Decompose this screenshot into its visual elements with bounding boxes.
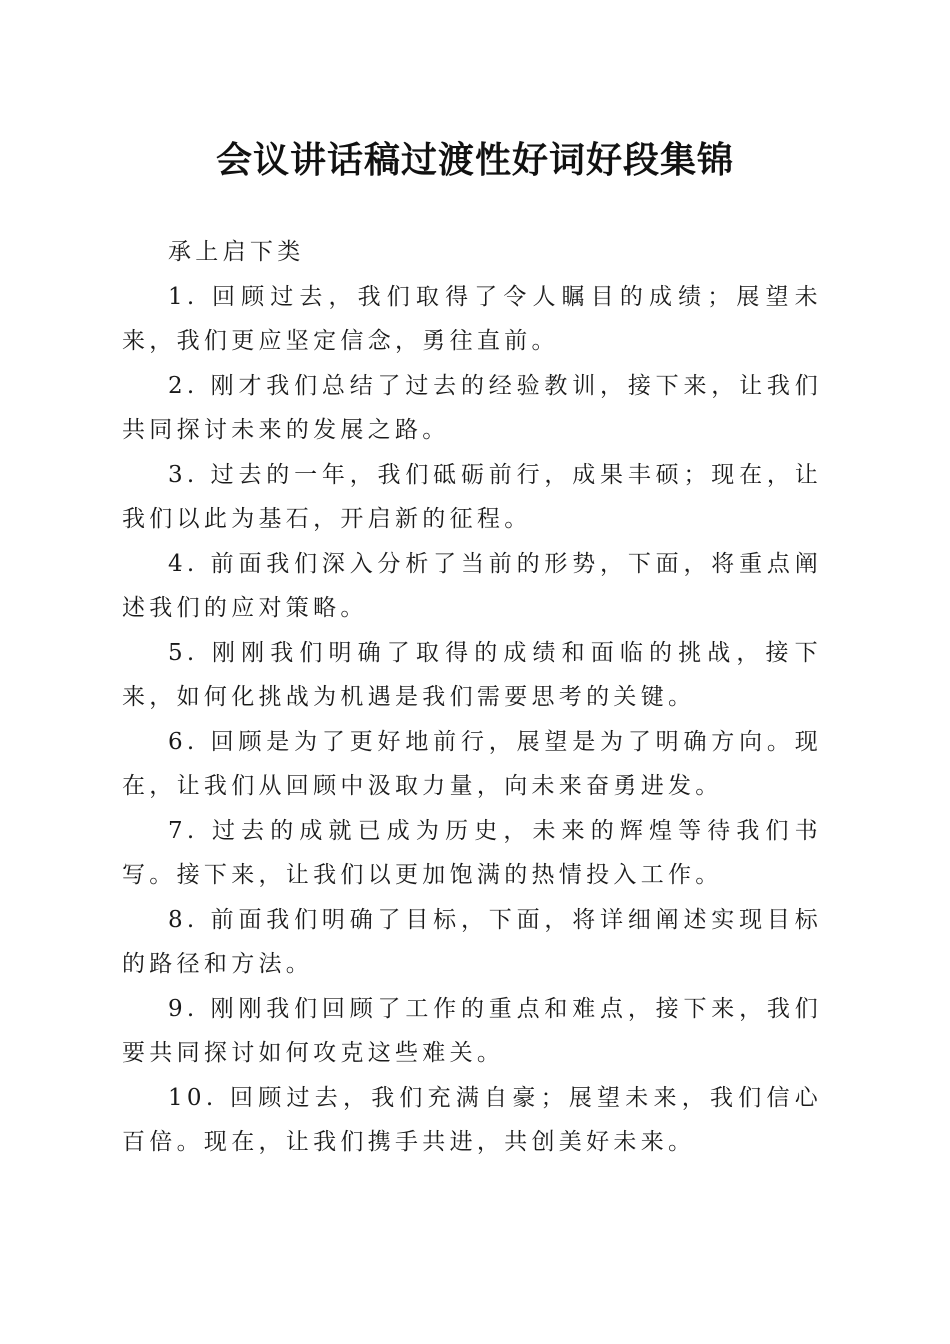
paragraph-8: 8. 前面我们明确了目标，下面，将详细阐述实现目标的路径和方法。 (122, 906, 822, 977)
paragraph-3: 3. 过去的一年，我们砥砺前行，成果丰硕；现在，让我们以此为基石，开启新的征程。 (122, 461, 822, 532)
paragraph-4: 4. 前面我们深入分析了当前的形势，下面，将重点阐述我们的应对策略。 (122, 550, 822, 621)
paragraph-2: 2. 刚才我们总结了过去的经验教训，接下来，让我们共同探讨未来的发展之路。 (122, 372, 822, 443)
document-title: 会议讲话稿过渡性好词好段集锦 (215, 139, 734, 181)
paragraph-10: 10. 回顾过去，我们充满自豪；展望未来，我们信心百倍。现在，让我们携手共进，共创美好未来。 (122, 1084, 822, 1155)
paragraph-9: 9. 刚刚我们回顾了工作的重点和难点，接下来，我们要共同探讨如何攻克这些难关。 (122, 995, 822, 1066)
paragraph-5: 5. 刚刚我们明确了取得的成绩和面临的挑战，接下来，如何化挑战为机遇是我们需要思考的关键。 (122, 639, 822, 710)
paragraph-6: 6. 回顾是为了更好地前行，展望是为了明确方向。现在，让我们从回顾中汲取力量，向未来奋勇进发。 (122, 728, 822, 799)
section-heading: 承上启下类 (168, 239, 305, 265)
paragraph-7: 7. 过去的成就已成为历史，未来的辉煌等待我们书写。接下来，让我们以更加饱满的热情投入工作。 (122, 817, 822, 888)
paragraph-1: 1. 回顾过去，我们取得了令人瞩目的成绩；展望未来，我们更应坚定信念，勇往直前。 (122, 283, 822, 354)
document-body (122, 230, 822, 1165)
